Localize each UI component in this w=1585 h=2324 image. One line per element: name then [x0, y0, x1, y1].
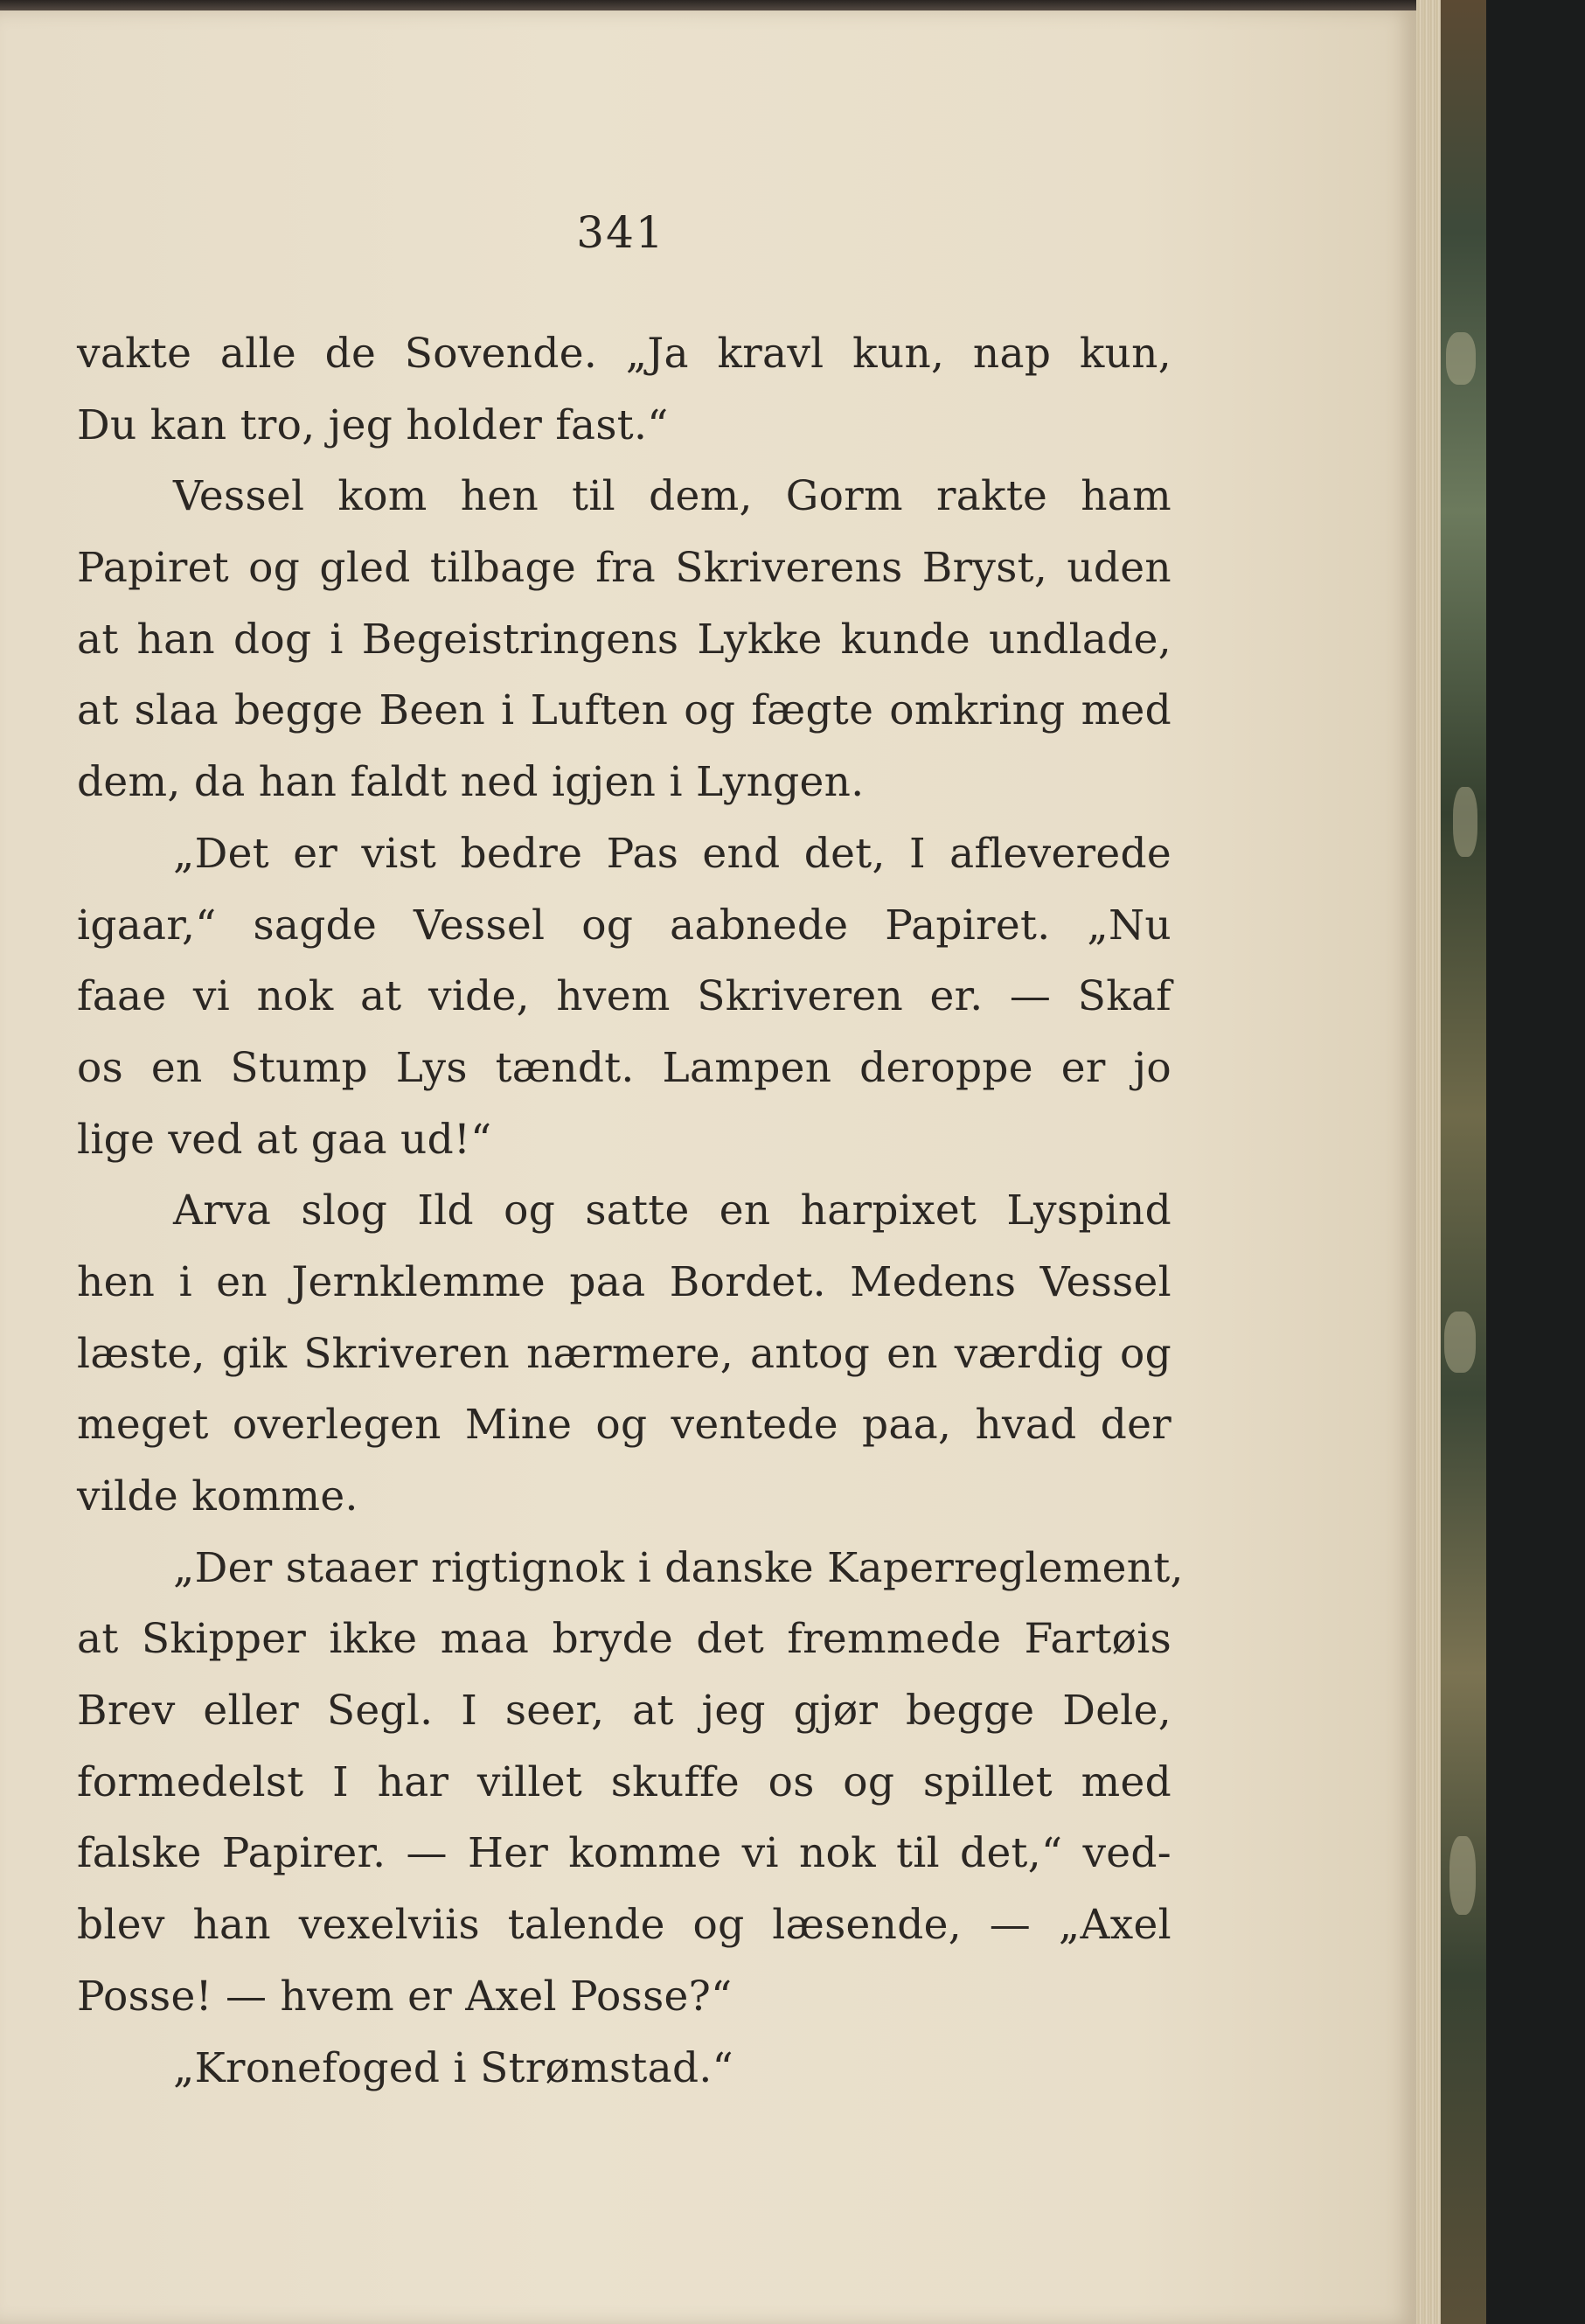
- text-line: faae vi nok at vide, hvem Skriveren er. — Skaf: [77, 972, 1171, 1021]
- marbling-spot: [1453, 787, 1477, 857]
- marbled-cover-edge: [1441, 0, 1486, 2324]
- page-body-text: [77, 318, 1184, 2104]
- text-line: „Der staaer rigtignok i danske Kaperreglement,: [173, 1543, 1184, 1592]
- text-line: vakte alle de Sovende. „Ja kravl kun, nap kun,: [77, 330, 1171, 378]
- text-line: at Skipper ikke maa bryde det fremmede Fartøis: [77, 1615, 1171, 1664]
- text-line: dem, da han faldt ned igjen i Lyngen.: [77, 758, 865, 807]
- text-line: meget overlegen Mine og ventede paa, hvad der: [77, 1401, 1171, 1450]
- text-line: vilde komme.: [77, 1472, 358, 1520]
- text-line: Du kan tro, jeg holder fast.“: [77, 400, 669, 449]
- marbling-spot: [1446, 332, 1476, 385]
- page-edges: [1416, 0, 1441, 2324]
- background: [1486, 0, 1585, 2324]
- text-line: at slaa begge Been i Luften og fægte omkring med: [77, 686, 1171, 735]
- text-line: hen i en Jernklemme paa Bordet. Medens Vessel: [77, 1257, 1171, 1306]
- text-line: Arva slog Ild og satte en harpixet Lyspind: [173, 1186, 1171, 1235]
- text-line: læste, gik Skriveren nærmere, antog en værdig og: [77, 1329, 1171, 1378]
- page-number: 341: [576, 207, 665, 258]
- text-line: Posse! — hvem er Axel Posse?“: [77, 1972, 733, 2021]
- text-line: igaar,“ sagde Vessel og aabnede Papiret. „Nu: [77, 901, 1171, 950]
- text-line: falske Papirer. — Her komme vi nok til det,“ ved-: [77, 1829, 1171, 1878]
- book-page: [0, 10, 1416, 2324]
- text-line: lige ved at gaa ud!“: [77, 1115, 492, 1164]
- text-line: Papiret og gled tilbage fra Skriverens Bryst, uden: [77, 544, 1171, 593]
- text-line: Brev eller Segl. I seer, at jeg gjør begge Dele,: [77, 1687, 1171, 1736]
- marbling-spot: [1444, 1312, 1476, 1373]
- text-line: at han dog i Begeistringens Lykke kunde undlade,: [77, 615, 1171, 664]
- text-line: os en Stump Lys tændt. Lampen deroppe er jo: [77, 1043, 1171, 1092]
- marbling-spot: [1449, 1836, 1476, 1915]
- text-line: „Det er vist bedre Pas end det, I afleverede: [173, 829, 1171, 878]
- text-line: Vessel kom hen til dem, Gorm rakte ham: [173, 472, 1171, 521]
- text-line: „Kronefoged i Strømstad.“: [173, 2043, 733, 2092]
- text-line: formedelst I har villet skuffe os og spillet med: [77, 1757, 1171, 1806]
- text-line: blev han vexelviis talende og læsende, — „Axel: [77, 1901, 1171, 1950]
